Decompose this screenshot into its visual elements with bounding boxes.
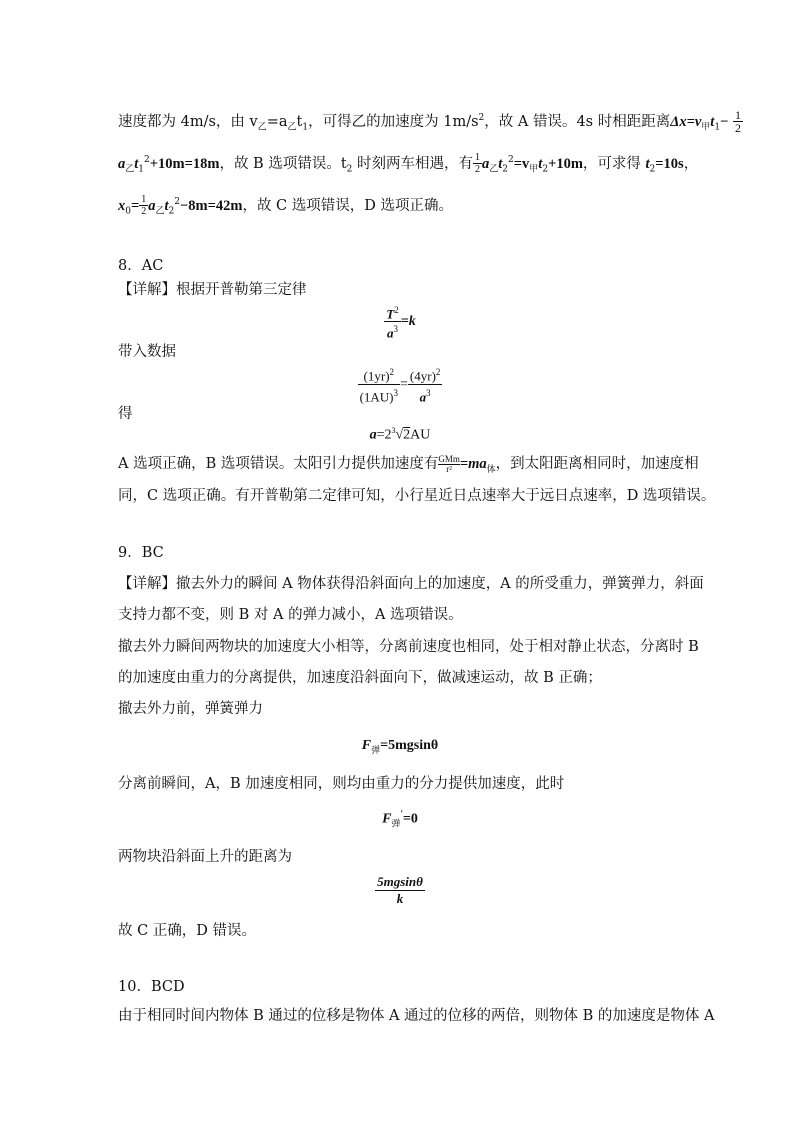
text: t [296,113,303,130]
equation-substitute: $\frac{(1yr)^2}{(1AU)^3}$ = $\frac{(4yr)^2}{a^3}$ [359,367,441,405]
text-line: 撤去外力前，弹簧弹力 [118,701,263,717]
text-line: 的加速度由重力的分离提供，加速度沿斜面向下，做减速运动，故 B 正确； [118,670,602,686]
question-number: 10．BCD [118,979,185,995]
fraction-half: $\frac{1}{2}$ [734,108,741,136]
text-line: 带入数据 [118,344,176,360]
subscript: 甲 [701,122,711,133]
text-line: $a_乙t_1^2+10m=18m$，故 B 选项错误。$t_2$ 时刻两车相遇，有 $\frac{1}{2}$ $a_乙t_2^2=v_甲t_2+10m$，可求得 $t_2=10s$， [118,152,699,176]
fraction-half: $\frac{1}{2}$ [475,152,480,176]
text-line: A 选项正确，B 选项错误。太阳引力提供加速度有 GMm r² $=ma_体$，到太阳距离相同时，加速度相 [118,453,699,475]
question-number: 8．AC [118,258,164,274]
text: 速度都为 4m/s，由 v [118,113,258,130]
text: ，故 A 错误。4s 时相距距离 [484,113,671,130]
subscript: 乙 [257,122,267,133]
fraction-gmm: GMm r² [438,453,460,474]
text-line: 两物块沿斜面上升的距离为 [118,849,292,865]
text-line: $x_0=$ $\frac{1}{2}$ $a_乙t_2^2-8m=42m$，故 C 选项错误，D 选项正确。 [118,194,453,218]
equation-distance: $\frac{5mgsin\theta}{k}$ [377,874,423,906]
text-line: 速度都为 4m/s，由 $v_乙=a_乙t_1$，可得乙的加速度为 $1m/s^2$，故 A 错误。4s 时相距距离$\Delta x=v_甲t_1-$ $\frac{1}{2}$ [118,108,741,136]
text-line: 撤去外力瞬间两物块的加速度大小相等，分离前速度也相同，处于相对静止状态，分离时 B [118,639,699,655]
text-line: 故 C 正确，D 错误。 [118,923,257,939]
math: Δx=v [670,113,702,130]
text-line: 支持力都不变，则 B 对 A 的弹力减小，A 选项错误。 [118,607,463,623]
text: =a [266,113,288,130]
text-line: 分离前瞬间，A，B 加速度相同，则均由重力的分力提供加速度，此时 [118,776,565,792]
equation-result: $a=2^3√2AU$ [369,426,431,443]
fraction-half: $\frac{1}{2}$ [141,194,147,218]
equation-kepler-third: $\frac{T^2}{a^3}$ =k [386,305,416,341]
equation-spring-zero: $F_弹'=0$ [382,810,418,830]
text-line: 得 [118,406,133,422]
detail-heading: 【详解】根据开普勒第三定律 [118,282,307,298]
question-number: 9．BC [118,545,164,561]
math: − [720,113,729,130]
subscript: 1 [714,122,721,133]
subscript: 1 [302,122,309,133]
text: ，可得乙的加速度为 1m/s [308,113,479,130]
superscript: 2 [478,113,485,123]
text-line: 由于相同时间内物体 B 通过的位移是物体 A 通过的位移的两倍，则物体 B 的加速度是物体 A [118,1008,715,1024]
text-line: 【详解】撤去外力的瞬间 A 物体获得沿斜面向上的加速度，A 的所受重力，弹簧弹力，斜面 [118,576,704,592]
equation-spring-force: $F_弹=5mgsin\theta$ [361,738,439,756]
math: t [710,113,715,130]
text-line: 同，C 选项正确。有开普勒第二定律可知，小行星近日点速率大于远日点速率，D 选项错误。 [118,488,716,504]
